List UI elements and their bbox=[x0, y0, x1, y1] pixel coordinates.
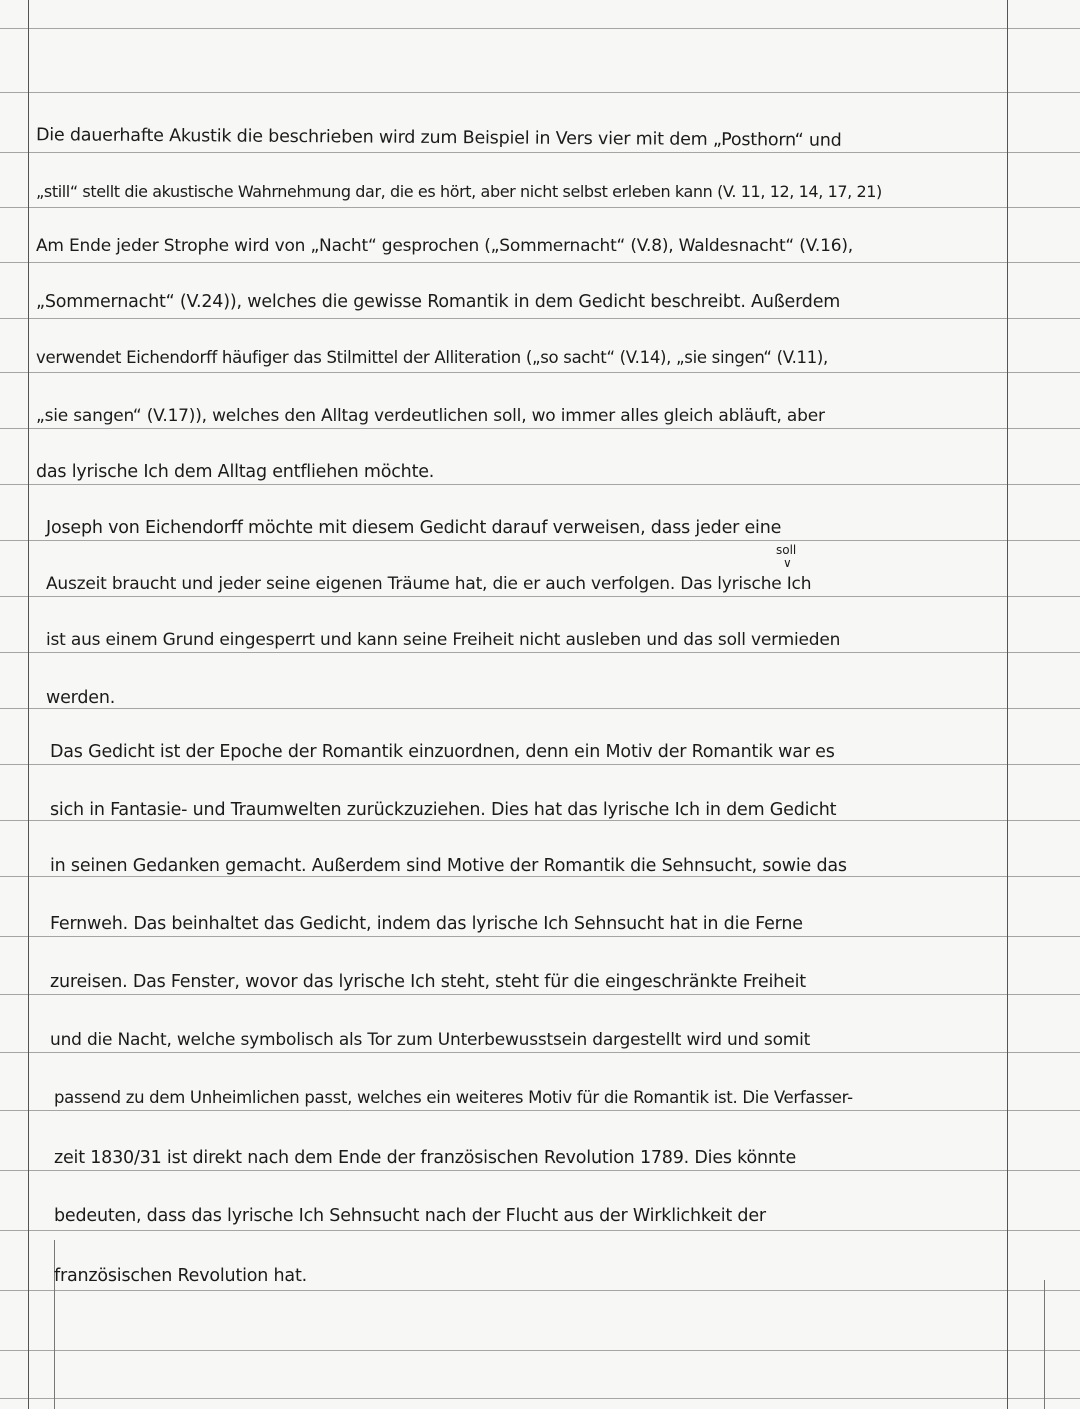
text-line: französischen Revolution hat. bbox=[54, 1266, 307, 1286]
text-line: und die Nacht, welche symbolisch als Tor zum Unterbewusstsein dargestellt wird und somit bbox=[50, 1030, 811, 1050]
left-margin-line bbox=[28, 0, 29, 1409]
text-line: zeit 1830/31 ist direkt nach dem Ende der französischen Revolution 1789. Dies könnte bbox=[54, 1148, 797, 1168]
ruled-line bbox=[0, 994, 1080, 995]
ruled-line bbox=[0, 708, 1080, 709]
right-margin-line bbox=[1007, 0, 1008, 1409]
ruled-line bbox=[0, 207, 1080, 208]
text-line: das lyrische Ich dem Alltag entfliehen möchte. bbox=[36, 462, 435, 482]
text-line: „Sommernacht“ (V.24)), welches die gewisse Romantik in dem Gedicht beschreibt. Außerdem bbox=[36, 292, 841, 312]
ruled-line bbox=[0, 936, 1080, 937]
ruled-line bbox=[0, 1110, 1080, 1111]
ruled-line bbox=[0, 262, 1080, 263]
ruled-line bbox=[0, 372, 1080, 373]
ruled-line bbox=[0, 820, 1080, 821]
ruled-line bbox=[0, 540, 1080, 541]
text-line: zureisen. Das Fenster, wovor das lyrische Ich steht, steht für die eingeschränkte Freiheit bbox=[50, 972, 806, 992]
ruled-line bbox=[0, 652, 1080, 653]
text-line: in seinen Gedanken gemacht. Außerdem sind Motive der Romantik die Sehnsucht, sowie das bbox=[50, 856, 847, 876]
ruled-line bbox=[0, 1290, 1080, 1291]
ruled-line bbox=[0, 1350, 1080, 1351]
text-line: „sie sangen“ (V.17)), welches den Alltag verdeutlichen soll, wo immer alles gleich abläuft, aber bbox=[36, 406, 825, 426]
text-line: Fernweh. Das beinhaltet das Gedicht, indem das lyrische Ich Sehnsucht hat in die Ferne bbox=[50, 914, 803, 934]
text-line: verwendet Eichendorff häufiger das Stilmittel der Alliteration („so sacht“ (V.14), „sie singen“ (V.11), bbox=[36, 348, 828, 367]
ruled-line bbox=[0, 428, 1080, 429]
ruled-line bbox=[0, 318, 1080, 319]
ruled-line bbox=[0, 152, 1080, 153]
text-line: Am Ende jeder Strophe wird von „Nacht“ gesprochen („Sommernacht“ (V.8), Waldesnacht“ (V.16), bbox=[36, 236, 853, 256]
ruled-line bbox=[0, 92, 1080, 93]
text-line: sich in Fantasie- und Traumwelten zurückzuziehen. Dies hat das lyrische Ich in dem Gedicht bbox=[50, 800, 837, 820]
insertion-caret: ∨ bbox=[783, 556, 792, 570]
ruled-line bbox=[0, 764, 1080, 765]
ruled-line bbox=[0, 596, 1080, 597]
text-line: Joseph von Eichendorff möchte mit diesem Gedicht darauf verweisen, dass jeder eine bbox=[46, 518, 782, 538]
text-line: bedeuten, dass das lyrische Ich Sehnsucht nach der Flucht aus der Wirklichkeit der bbox=[54, 1206, 766, 1226]
ruled-line bbox=[0, 484, 1080, 485]
ruled-line bbox=[0, 876, 1080, 877]
ruled-line bbox=[0, 28, 1080, 29]
text-line: „still“ stellt die akustische Wahrnehmung dar, die es hört, aber nicht selbst erleben kann (V. 11, 12, 14, 17, 21) bbox=[36, 182, 882, 201]
ruled-line bbox=[0, 1230, 1080, 1231]
text-line: Auszeit braucht und jeder seine eigenen Träume hat, die er auch verfolgen. Das lyrische Ich bbox=[46, 574, 812, 594]
text-line: Die dauerhafte Akustik die beschrieben wird zum Beispiel in Vers vier mit dem „Posthorn“ und bbox=[35, 125, 842, 151]
ruled-line bbox=[0, 1170, 1080, 1171]
text-line: passend zu dem Unheimlichen passt, welches ein weiteres Motiv für die Romantik ist. Die Verfasser- bbox=[54, 1088, 853, 1107]
ruled-line bbox=[0, 1052, 1080, 1053]
text-line: ist aus einem Grund eingesperrt und kann seine Freiheit nicht ausleben und das soll vermieden bbox=[46, 630, 841, 650]
text-line: Das Gedicht ist der Epoche der Romantik einzuordnen, denn ein Motiv der Romantik war es bbox=[50, 742, 835, 762]
inserted-word: soll bbox=[776, 543, 797, 557]
text-line: werden. bbox=[46, 688, 116, 708]
right-margin-line-lower bbox=[1044, 1280, 1045, 1409]
ruled-line bbox=[0, 1398, 1080, 1399]
